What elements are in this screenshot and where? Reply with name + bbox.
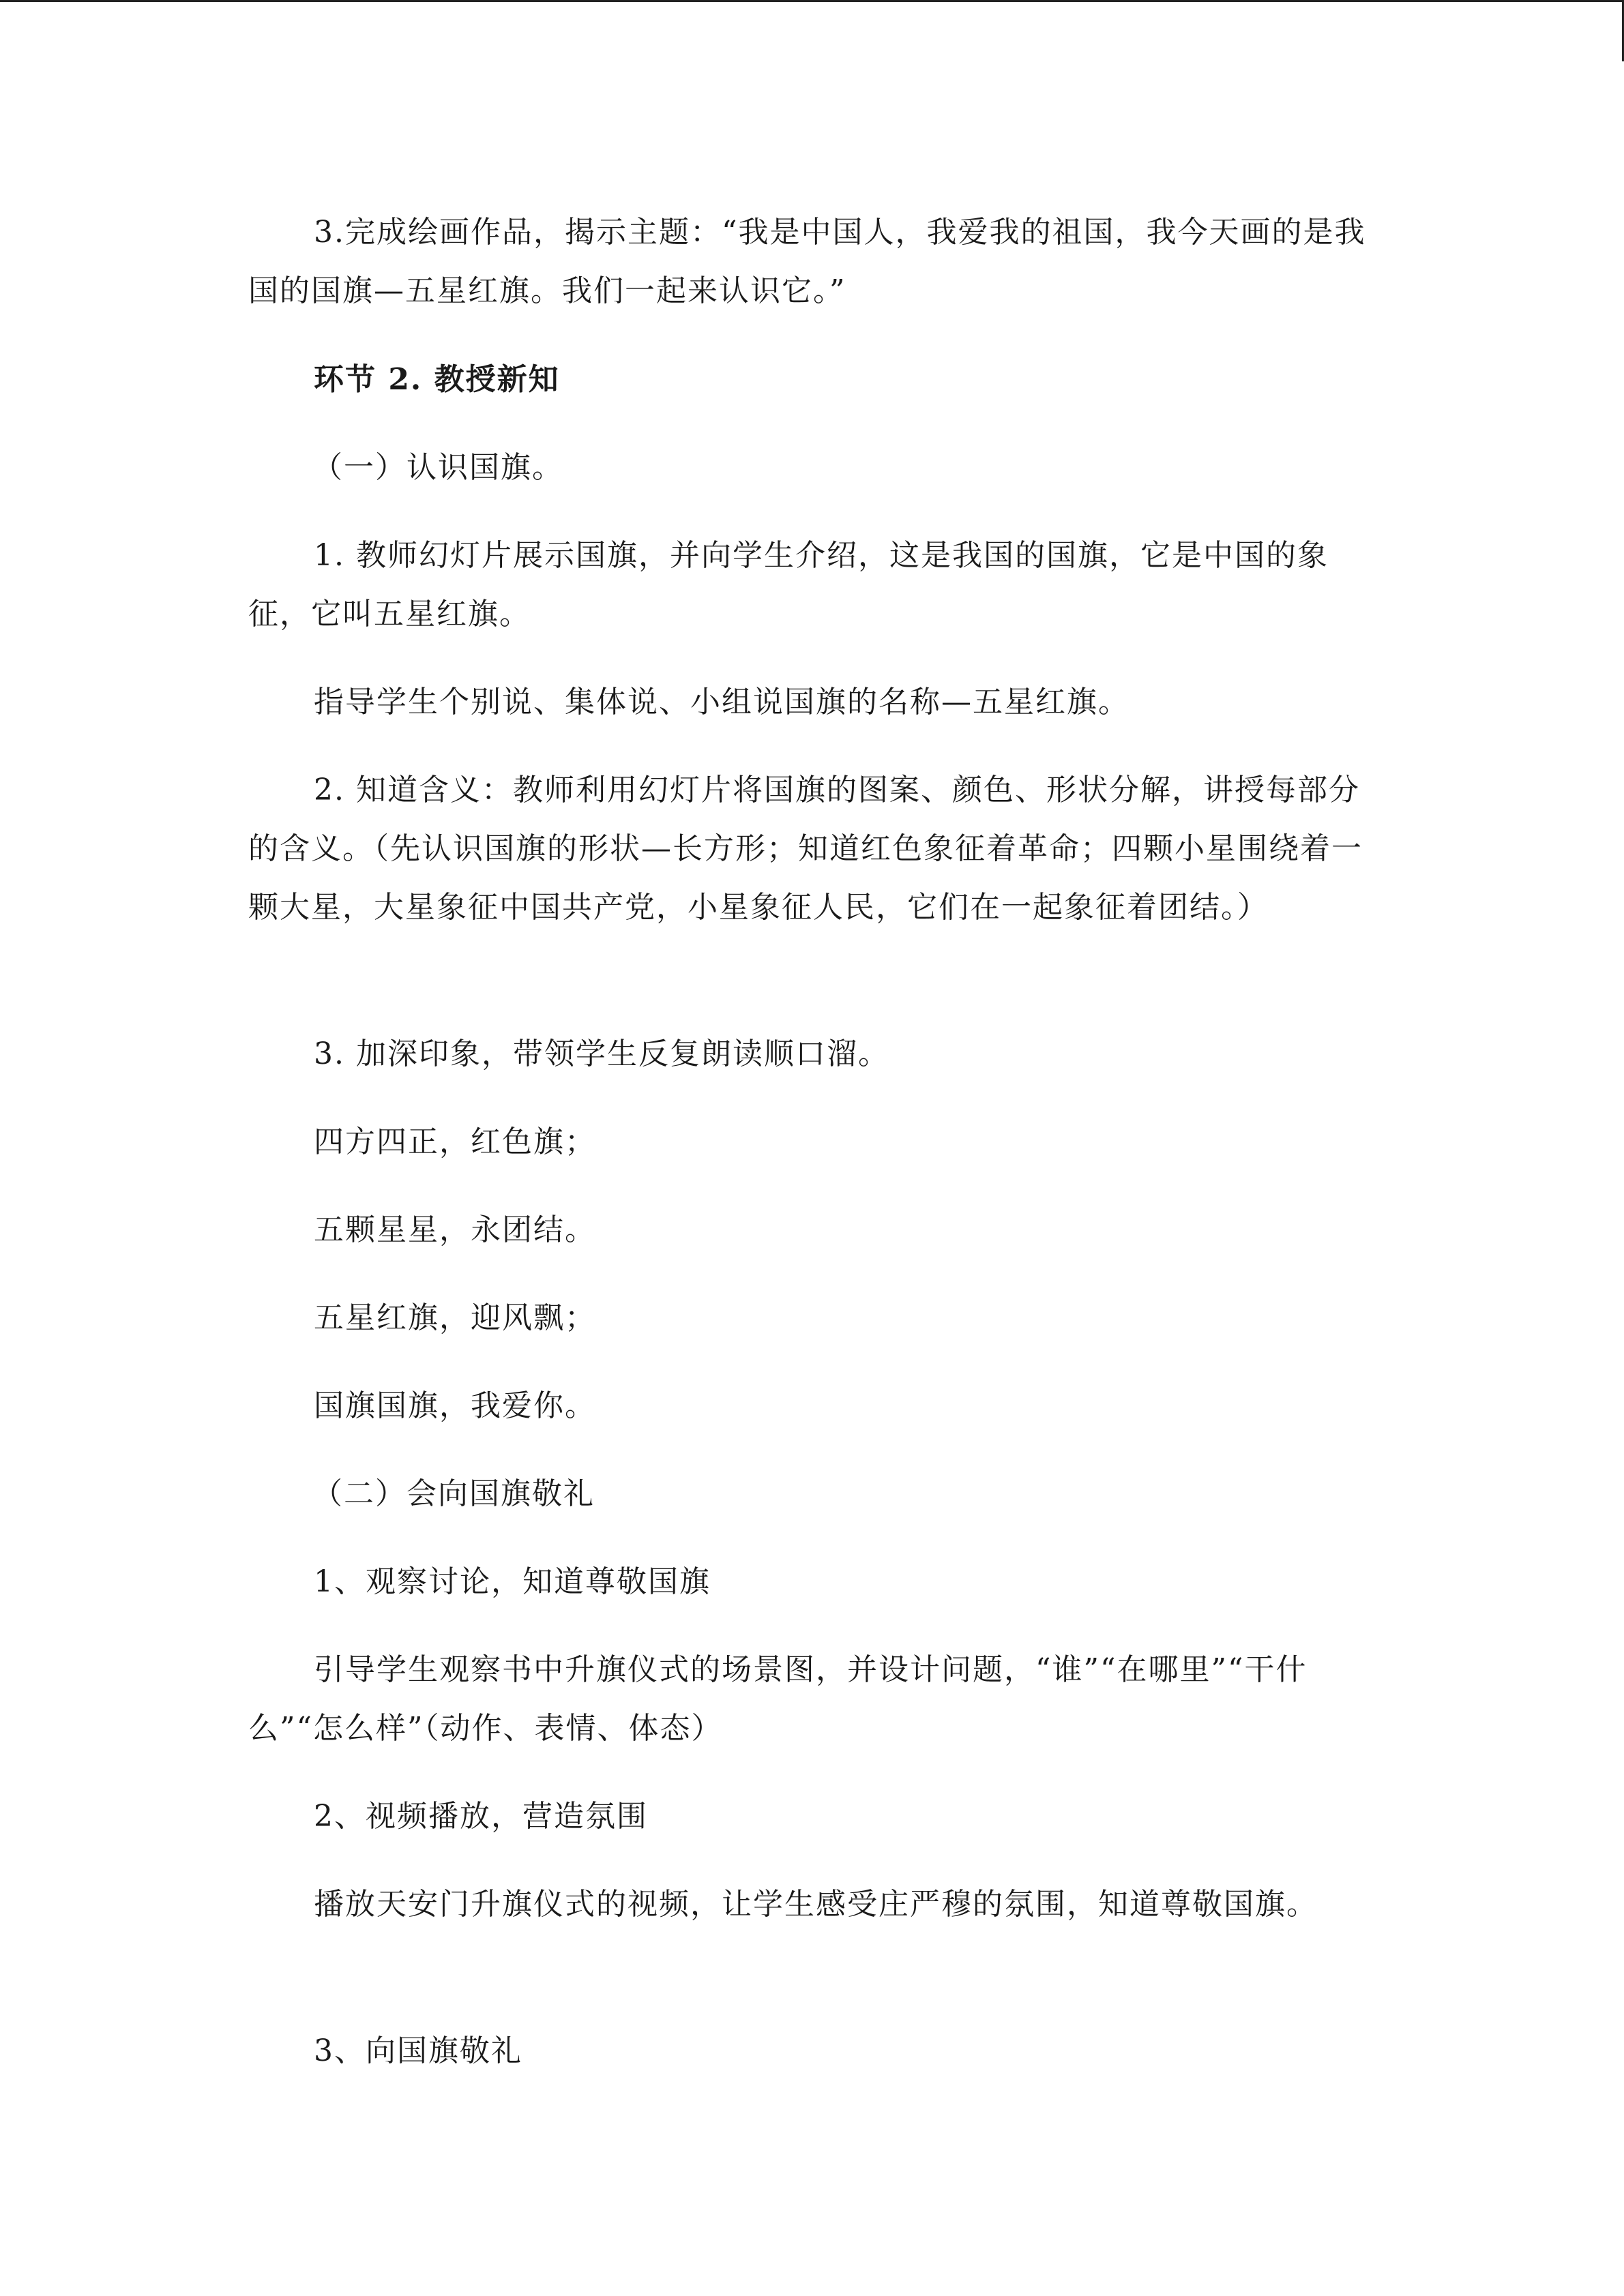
paragraph-play-tiananmen-video: 播放天安门升旗仪式的视频，让学生感受庄严穆的氛围，知道尊敬国旗。	[314, 1887, 1318, 1922]
paragraph-video-play: 2、视频播放，营造氛围	[314, 1799, 648, 1834]
subheading-know-flag: （一）认识国旗。	[312, 450, 563, 485]
subheading-salute-flag: （二）会向国旗敬礼	[312, 1476, 595, 1511]
rhyme-line-4: 国旗国旗，我爱你。	[314, 1388, 596, 1423]
paragraph-salute-flag: 3、向国旗敬礼	[314, 2033, 522, 2068]
paragraph-slide-show-flag: 1. 教师幻灯片展示国旗，并向学生介绍，这是我国的国旗，它是中国的象征，它叫五星红旗。	[248, 538, 1329, 631]
rhyme-line-2: 五颗星星，永团结。	[314, 1212, 596, 1247]
rhyme-line-1: 四方四正，红色旗；	[314, 1124, 596, 1159]
paragraph-complete-drawing: 3.完成绘画作品，揭示主题：“我是中国人，我爱我的祖国，我今天画的是我国的国旗—五星红旗。我们一起来认识它。”	[248, 215, 1366, 308]
rhyme-line-3: 五星红旗，迎风飘；	[314, 1300, 596, 1335]
paragraph-deepen-impression: 3. 加深印象，带领学生反复朗读顺口溜。	[314, 1037, 889, 1071]
section-heading-teach-new-knowledge: 环节 2. 教授新知	[314, 362, 560, 397]
paragraph-guide-observe-scene: 引导学生观察书中升旗仪式的场景图，并设计问题，“谁”“在哪里”“干什么”“怎么样”（动作、表情、体态）	[248, 1652, 1308, 1746]
top-border-line	[0, 0, 1624, 2]
paragraph-observe-discuss: 1、观察讨论，知道尊敬国旗	[314, 1564, 711, 1599]
paragraph-know-meaning: 2. 知道含义：教师利用幻灯片将国旗的图案、颜色、形状分解，讲授每部分的含义。（先认识国旗的形状—长方形；知道红色象征着革命；四颗小星围绕着一颗大星，大星象征中国共产党，小星象征人民，它们在一起象征着团结。）	[248, 773, 1363, 925]
paragraph-guide-students: 指导学生个别说、集体说、小组说国旗的名称—五星红旗。	[314, 685, 1130, 719]
